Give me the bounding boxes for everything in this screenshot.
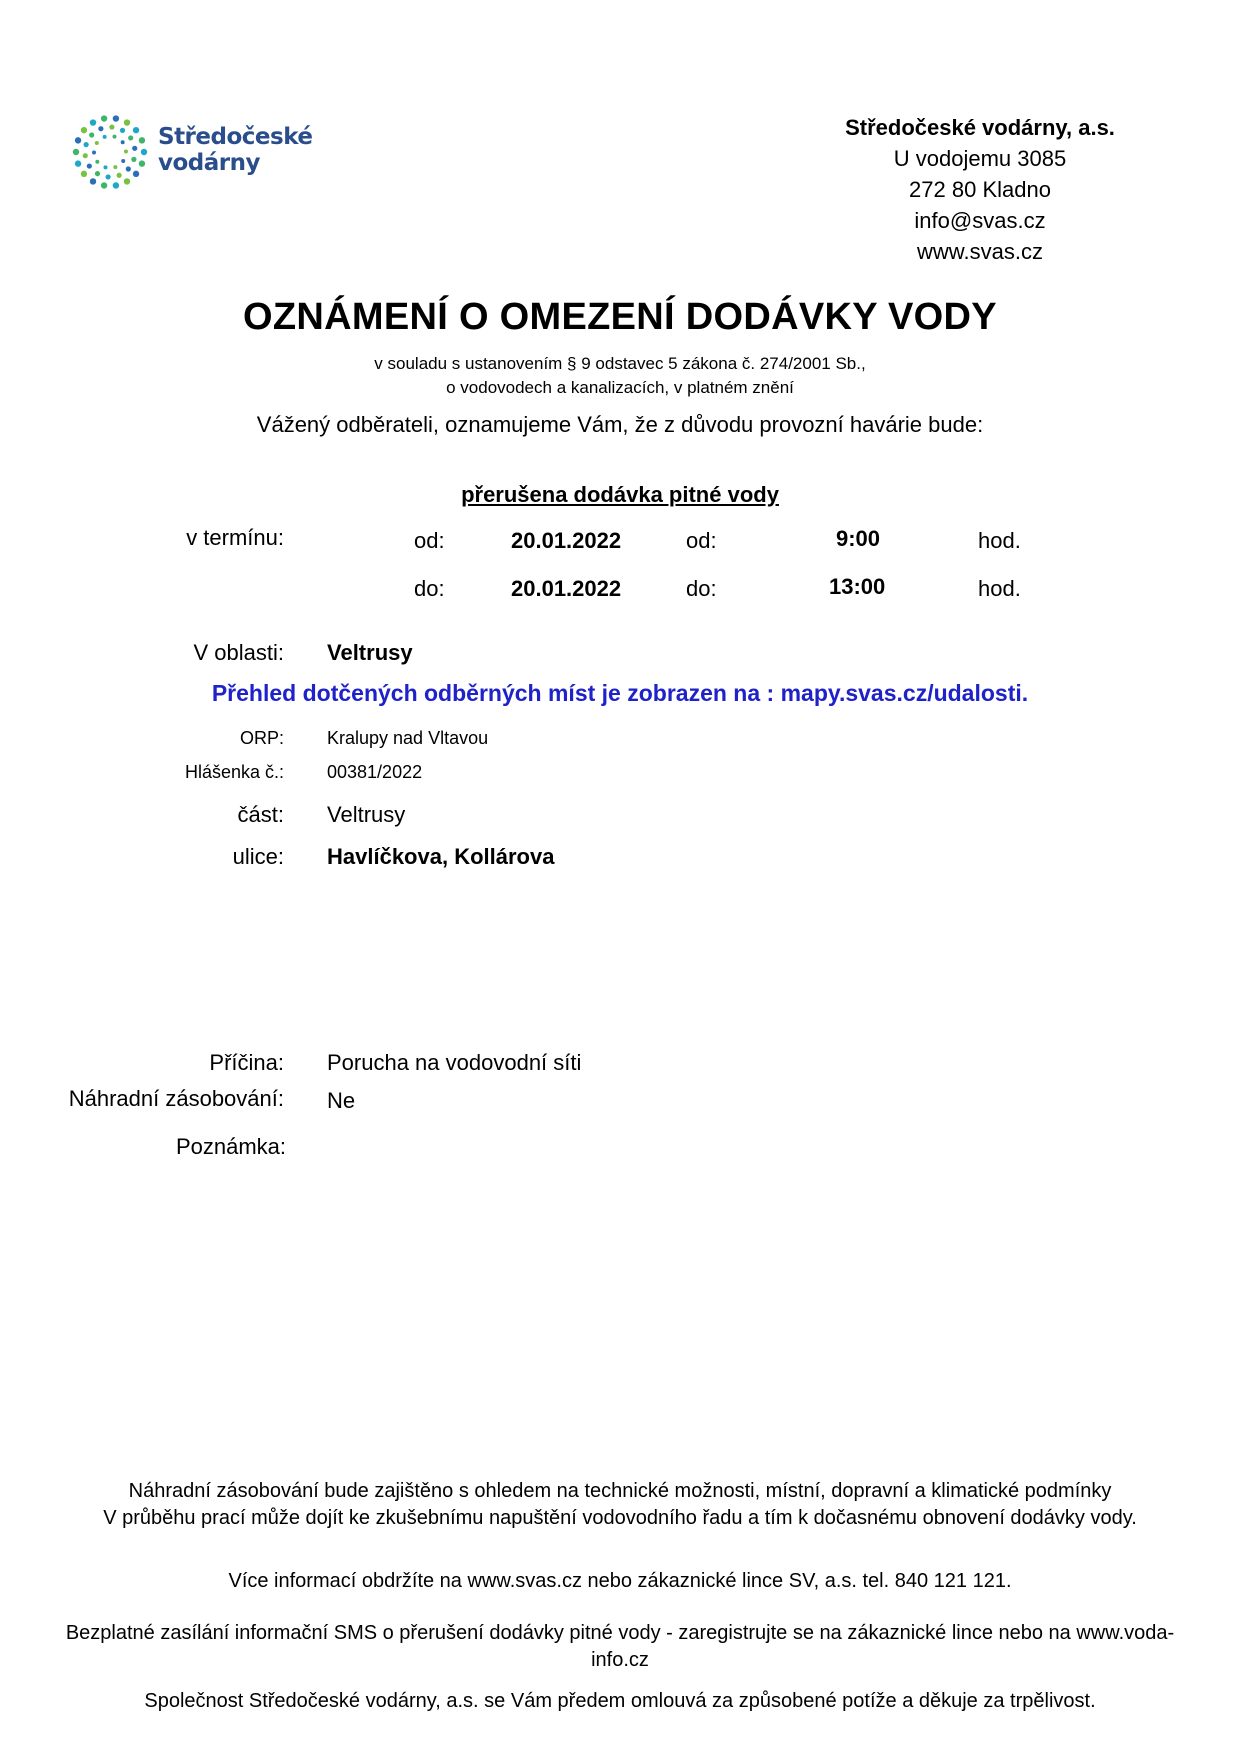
logo-line2: vodárny: [158, 150, 260, 176]
from-time-label: od:: [686, 528, 717, 553]
logo-dot: [124, 119, 130, 125]
logo-dot: [139, 160, 145, 166]
streets-value: Havlíčkova, Kollárova: [327, 844, 555, 869]
interruption-heading: přerušena dodávka pitné vody: [461, 482, 779, 507]
streets-label: ulice:: [232, 844, 284, 869]
logo-dot: [95, 141, 99, 145]
company-logo: [70, 112, 313, 192]
logo-dot: [90, 178, 96, 184]
company-name: Středočeské vodárny, a.s.: [845, 115, 1115, 140]
to-date-label: do:: [414, 576, 445, 601]
replacement-value: Ne: [327, 1088, 356, 1113]
logo-dot: [124, 178, 130, 184]
logo-dot: [90, 119, 96, 125]
page-title: OZNÁMENÍ O OMEZENÍ DODÁVKY VODY: [243, 296, 997, 338]
logo-dot: [133, 171, 139, 177]
logo-dot: [113, 182, 119, 188]
logo-dot: [98, 126, 103, 131]
logo-dot: [101, 115, 107, 121]
to-time-unit: hod.: [978, 576, 1021, 601]
logo-dot: [131, 157, 136, 162]
company-city: 272 80 Kladno: [909, 177, 1051, 202]
logo-dot: [139, 137, 145, 143]
logo-dot: [101, 182, 107, 188]
logo-dot: [113, 135, 117, 139]
logo-dot: [113, 165, 117, 169]
logo-dot: [73, 149, 79, 155]
part-label: část:: [237, 802, 284, 827]
water-drops-icon: [70, 112, 150, 192]
footer-replacement-info: Náhradní zásobování bude zajištěno s ohledem na technické možnosti, místní, dopravní a klimatické podmínky: [128, 1480, 1112, 1502]
logo-dot: [95, 171, 100, 176]
logo-dot: [128, 135, 133, 140]
logo-dot: [141, 149, 147, 155]
cause-value: Porucha na vodovodní síti: [327, 1050, 582, 1075]
logo-dot: [103, 165, 107, 169]
to-time: 13:00: [829, 574, 886, 599]
cause-label: Příčina:: [209, 1050, 284, 1075]
from-time-unit: hod.: [978, 528, 1021, 553]
logo-dot: [84, 142, 89, 147]
company-address: [800, 112, 1160, 267]
area-label: V oblasti:: [193, 640, 284, 665]
logo-dot: [120, 128, 125, 133]
footer-sms-info: Bezplatné zasílání informační SMS o přerušení dodávky pitné vody - zaregistrujte se na zákaznické lince nebo na www.voda-info.cz: [65, 1622, 1175, 1671]
logo-dot: [132, 146, 137, 151]
logo-dot: [121, 159, 125, 163]
logo-dot: [117, 173, 122, 178]
term-label: v termínu:: [186, 525, 284, 550]
legal-reference-line1: v souladu s ustanovením § 9 odstavec 5 zákona č. 274/2001 Sb.,: [374, 354, 866, 373]
company-web: www.svas.cz: [917, 239, 1043, 264]
logo-dot: [103, 135, 107, 139]
logo-dot: [81, 127, 87, 133]
logo-wordmark: [158, 124, 312, 176]
footer-refill-info: V průběhu prací může dojít ke zkušebnímu napuštění vodovodního řadu a tím k dočasnému obnovení dodávky vody.: [103, 1507, 1137, 1529]
note-label: Poznámka:: [175, 1134, 286, 1159]
affected-places-overview: Přehled dotčených odběrných míst je zobrazen na : mapy.svas.cz/udalosti.: [211, 680, 1029, 706]
logo-dot: [124, 150, 128, 154]
logo-dot: [89, 132, 94, 137]
logo-dot: [113, 115, 119, 121]
logo-dot: [87, 163, 92, 168]
logo-dot: [81, 171, 87, 177]
logo-dot: [133, 127, 139, 133]
report-number: 00381/2022: [327, 762, 423, 782]
part-value: Veltrusy: [327, 802, 406, 827]
logo-dot: [92, 150, 96, 154]
greeting: Vážený odběrateli, oznamujeme Vám, že z důvodu provozní havárie bude:: [256, 412, 984, 437]
from-date-label: od:: [414, 528, 445, 553]
logo-dot: [83, 153, 88, 158]
logo-dot: [109, 124, 114, 129]
logo-dot: [95, 160, 99, 164]
company-street: U vodojemu 3085: [893, 146, 1067, 171]
orp-value: Kralupy nad Vltavou: [327, 728, 489, 748]
logo-line1: Středočeské: [158, 124, 313, 150]
from-date: 20.01.2022: [511, 528, 622, 553]
report-label: Hlášenka č.:: [184, 762, 284, 782]
company-email: info@svas.cz: [914, 208, 1046, 233]
area-value: Veltrusy: [327, 640, 413, 665]
orp-label: ORP:: [239, 728, 284, 748]
to-time-label: do:: [686, 576, 717, 601]
logo-dot: [75, 160, 81, 166]
to-date: 20.01.2022: [511, 576, 622, 601]
legal-reference-line2: o vodovodech a kanalizacích, v platném znění: [446, 378, 794, 397]
from-time: 9:00: [836, 526, 881, 551]
footer-apology: Společnost Středočeské vodárny, a.s. se Vám předem omlouvá za způsobené potíže a děkuje za trpělivost.: [144, 1690, 1096, 1712]
replacement-label: Náhradní zásobování:: [68, 1086, 284, 1111]
footer-contact-info: Více informací obdržíte na www.svas.cz nebo zákaznické lince SV, a.s. tel. 840 121 121.: [228, 1570, 1012, 1592]
logo-dot: [75, 137, 81, 143]
logo-dot: [126, 166, 131, 171]
logo-dot: [121, 140, 125, 144]
logo-dot: [106, 174, 111, 179]
